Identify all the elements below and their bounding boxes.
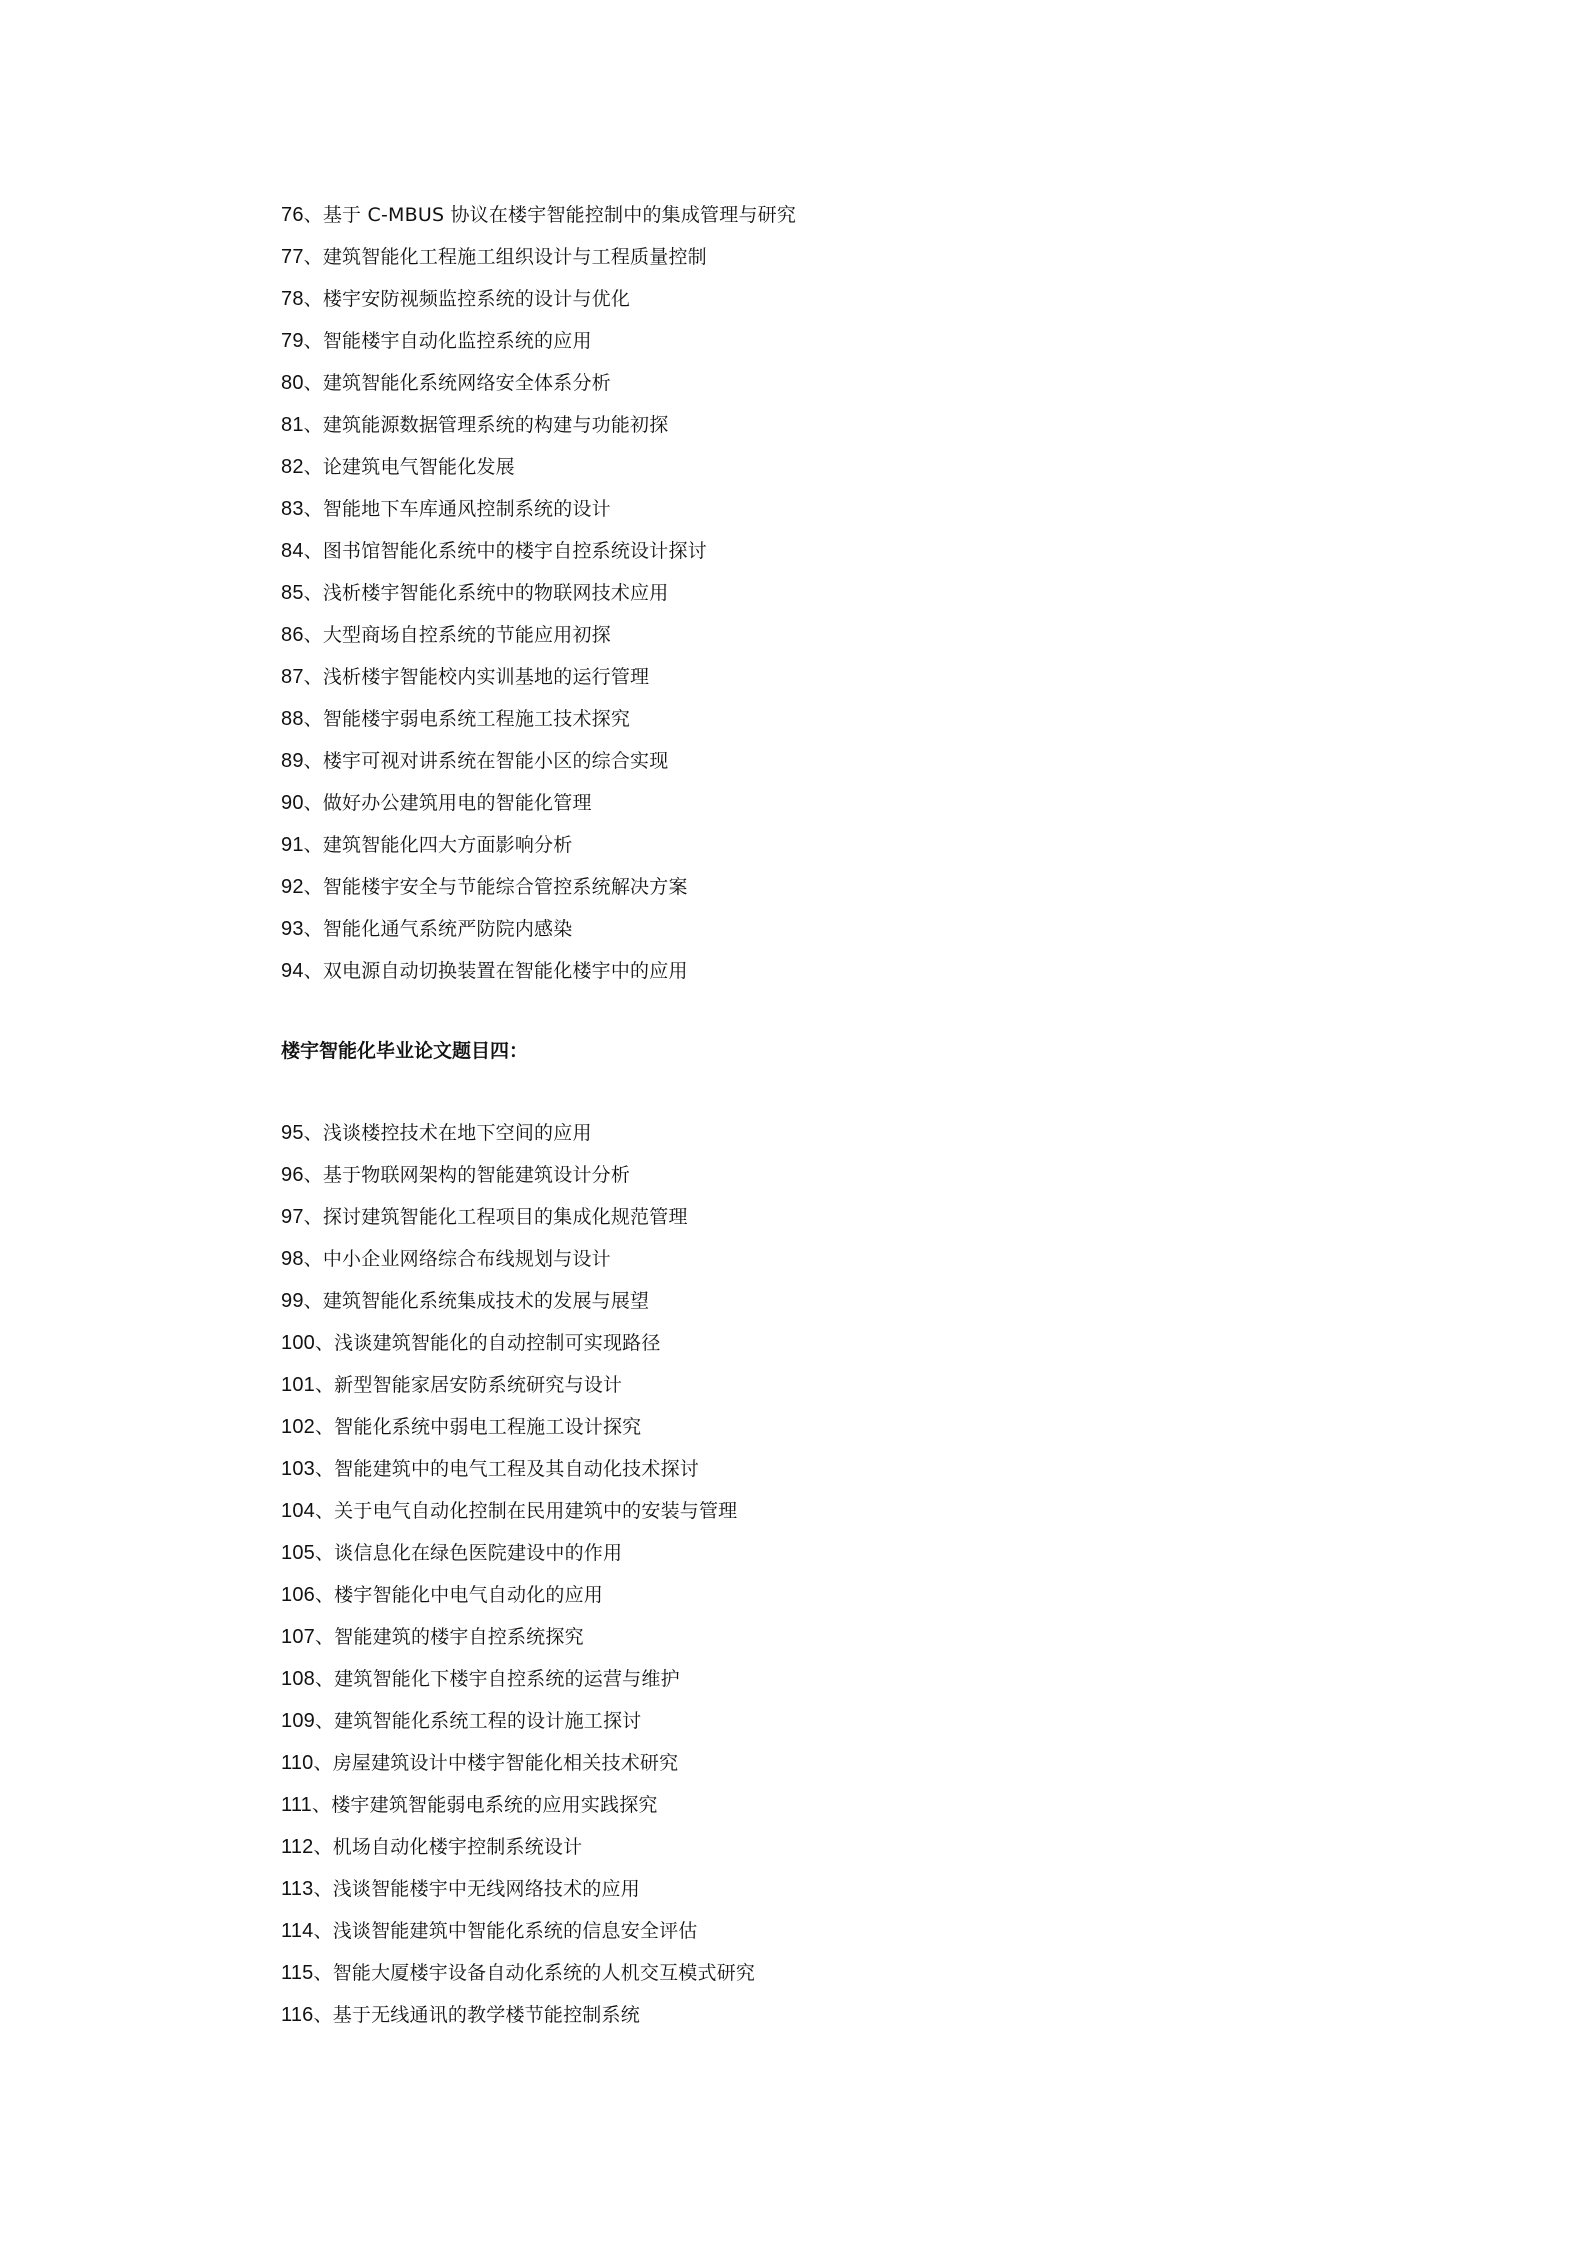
item-title: 、建筑智能化下楼宇自控系统的运营与维护 [314,1668,680,1690]
list-item [281,1196,755,1238]
item-number: 88 [281,708,304,730]
item-number: 94 [281,960,304,982]
list-item [281,1616,755,1658]
item-title: 、建筑能源数据管理系统的构建与功能初探 [303,414,669,436]
item-title: 、浅谈智能楼宇中无线网络技术的应用 [313,1878,640,1900]
list-item [281,194,796,236]
item-number: 87 [281,666,304,688]
item-number: 101 [281,1374,315,1396]
item-title: 、建筑智能化系统工程的设计施工探讨 [314,1710,642,1732]
item-number: 77 [281,246,304,268]
item-title: 、智能化系统中弱电工程施工设计探究 [314,1416,642,1438]
list-item [281,740,796,782]
item-number: 81 [281,414,304,436]
item-title: 、楼宇安防视频监控系统的设计与优化 [303,288,631,310]
item-number: 104 [281,1500,315,1522]
item-number: 93 [281,918,304,940]
item-number: 86 [281,624,304,646]
item-number: 84 [281,540,304,562]
item-number: 83 [281,498,304,520]
list-item [281,1448,755,1490]
section-heading: 楼宇智能化毕业论文题目四： [281,1040,529,1062]
item-number: 112 [281,1836,314,1858]
list-item [281,1994,755,2036]
item-title: 、浅谈智能建筑中智能化系统的信息安全评估 [313,1920,698,1942]
item-number: 85 [281,582,304,604]
item-title: 、中小企业网络综合布线规划与设计 [303,1248,611,1270]
item-title: 、建筑智能化四大方面影响分析 [303,834,573,856]
list-item [281,1742,755,1784]
item-number: 82 [281,456,304,478]
list-item [281,572,796,614]
list-item [281,866,796,908]
list-item [281,908,796,950]
item-title: 、新型智能家居安防系统研究与设计 [314,1374,623,1396]
list-item [281,1952,755,1994]
item-number: 107 [281,1626,315,1648]
item-number: 111 [281,1794,313,1816]
item-number: 99 [281,1290,304,1312]
item-title: 、探讨建筑智能化工程项目的集成化规范管理 [303,1206,688,1228]
item-title: 、智能化通气系统严防院内感染 [303,918,573,940]
item-title: 、建筑智能化系统网络安全体系分析 [303,372,611,394]
item-title: 、图书馆智能化系统中的楼宇自控系统设计探讨 [303,540,707,562]
item-title: 、关于电气自动化控制在民用建筑中的安装与管理 [314,1500,738,1522]
list-item [281,1700,755,1742]
item-number: 95 [281,1122,304,1144]
item-number: 103 [281,1458,315,1480]
item-title: 、做好办公建筑用电的智能化管理 [303,792,592,814]
list-item [281,320,796,362]
item-number: 92 [281,876,304,898]
list-item [281,236,796,278]
list-item [281,1910,755,1952]
list-item [281,1238,755,1280]
list-item [281,1280,755,1322]
list-item [281,488,796,530]
item-number: 76 [281,204,304,226]
item-number: 106 [281,1584,315,1606]
item-number: 90 [281,792,304,814]
item-title: 、浅析楼宇智能化系统中的物联网技术应用 [303,582,669,604]
item-title: 、智能楼宇自动化监控系统的应用 [303,330,592,352]
item-title: 、楼宇建筑智能弱电系统的应用实践探究 [312,1794,658,1816]
list-item [281,1154,755,1196]
item-number: 79 [281,330,304,352]
list-item [281,1364,755,1406]
item-title: 、建筑智能化系统集成技术的发展与展望 [303,1290,650,1312]
list-item [281,278,796,320]
item-number: 116 [281,2004,314,2026]
list-item [281,656,796,698]
item-title: 、房屋建筑设计中楼宇智能化相关技术研究 [313,1752,679,1774]
item-title: 、双电源自动切换装置在智能化楼宇中的应用 [303,960,688,982]
item-title: 、大型商场自控系统的节能应用初探 [303,624,611,646]
item-number: 109 [281,1710,315,1732]
item-number: 108 [281,1668,315,1690]
item-title: 、论建筑电气智能化发展 [303,456,515,478]
list-item [281,698,796,740]
list-item [281,1532,755,1574]
item-title: 、智能地下车库通风控制系统的设计 [303,498,611,520]
item-title: 、基于物联网架构的智能建筑设计分析 [303,1164,631,1186]
item-title: 、浅析楼宇智能校内实训基地的运行管理 [303,666,650,688]
item-title: 、基于 C-MBUS 协议在楼宇智能控制中的集成管理与研究 [303,204,797,226]
item-title: 、楼宇可视对讲系统在智能小区的综合实现 [303,750,669,772]
list-item [281,1868,755,1910]
list-item [281,530,796,572]
thesis-topic-list-part-b [281,1112,755,2036]
list-item [281,824,796,866]
list-item [281,1406,755,1448]
item-number: 97 [281,1206,304,1228]
list-item [281,1112,755,1154]
list-item [281,614,796,656]
list-item [281,1490,755,1532]
item-title: 、智能建筑的楼宇自控系统探究 [314,1626,584,1648]
list-item [281,1322,755,1364]
list-item [281,1658,755,1700]
item-title: 、基于无线通讯的教学楼节能控制系统 [313,2004,640,2026]
item-number: 78 [281,288,304,310]
item-title: 、谈信息化在绿色医院建设中的作用 [314,1542,623,1564]
item-title: 、建筑智能化工程施工组织设计与工程质量控制 [303,246,707,268]
list-item [281,404,796,446]
list-item [281,782,796,824]
item-title: 、楼宇智能化中电气自动化的应用 [314,1584,603,1606]
thesis-topic-list-part-a [281,194,796,992]
item-number: 91 [281,834,304,856]
item-number: 80 [281,372,304,394]
item-title: 、智能建筑中的电气工程及其自动化技术探讨 [314,1458,699,1480]
item-number: 113 [281,1878,314,1900]
list-item [281,446,796,488]
list-item [281,1574,755,1616]
item-title: 、智能大厦楼宇设备自动化系统的人机交互模式研究 [313,1962,756,1984]
item-number: 115 [281,1962,314,1984]
list-item [281,1784,755,1826]
item-number: 96 [281,1164,304,1186]
item-title: 、浅谈建筑智能化的自动控制可实现路径 [314,1332,661,1354]
item-title: 、智能楼宇弱电系统工程施工技术探究 [303,708,631,730]
list-item [281,362,796,404]
item-number: 105 [281,1542,315,1564]
item-number: 102 [281,1416,315,1438]
list-item [281,950,796,992]
list-item [281,1826,755,1868]
item-title: 、智能楼宇安全与节能综合管控系统解决方案 [303,876,688,898]
item-title: 、机场自动化楼宇控制系统设计 [313,1836,583,1858]
item-number: 89 [281,750,304,772]
item-number: 110 [281,1752,314,1774]
item-number: 98 [281,1248,304,1270]
item-title: 、浅谈楼控技术在地下空间的应用 [303,1122,592,1144]
item-number: 114 [281,1920,314,1942]
item-number: 100 [281,1332,315,1354]
